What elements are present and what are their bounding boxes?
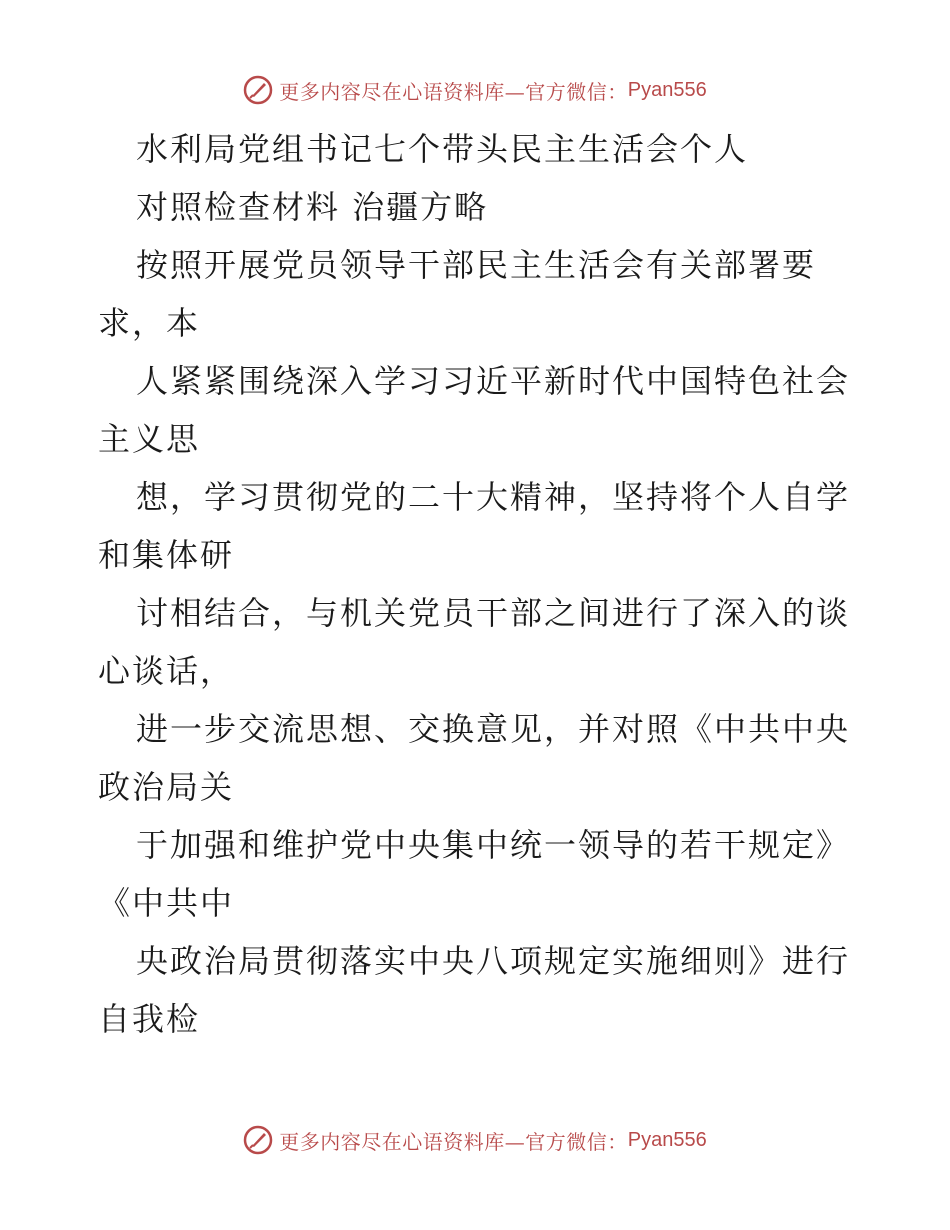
paragraph-line: 按照开展党员领导干部民主生活会有关部署要 xyxy=(136,246,817,284)
paragraph-line: 和集体研 xyxy=(98,536,235,574)
banner-wechat-id: Pyan556 xyxy=(627,1128,707,1151)
paragraph-line: 想，学习贯彻党的二十大精神，坚持将个人自学 xyxy=(136,478,851,516)
paragraph-line: 自我检 xyxy=(98,1000,201,1038)
title-line-2: 对照检查材料 治疆方略 xyxy=(136,188,489,226)
header-banner xyxy=(0,70,950,110)
document-body xyxy=(98,120,858,1048)
banner-text: 更多内容尽在心语资料库—官方微信： xyxy=(279,79,628,104)
banner-wechat-id: Pyan556 xyxy=(627,78,707,101)
paragraph-line: 政治局关 xyxy=(98,768,235,806)
quill-logo-icon xyxy=(243,75,273,105)
footer-banner xyxy=(0,1120,950,1160)
paragraph-line: 主义思 xyxy=(98,420,201,458)
paragraph-line: 央政治局贯彻落实中央八项规定实施细则》进行 xyxy=(136,942,851,980)
quill-logo-icon xyxy=(243,1125,273,1155)
paragraph-line: 人紧紧围绕深入学习习近平新时代中国特色社会 xyxy=(136,362,851,400)
paragraph-line: 心谈话， xyxy=(98,652,235,690)
banner-text: 更多内容尽在心语资料库—官方微信： xyxy=(279,1129,628,1154)
title-line-1: 水利局党组书记七个带头民主生活会个人 xyxy=(136,130,749,168)
paragraph-line: 于加强和维护党中央集中统一领导的若干规定》 xyxy=(136,826,851,864)
paragraph-line: 求，本 xyxy=(98,304,201,342)
paragraph-line: 《中共中 xyxy=(98,884,235,922)
paragraph-line: 讨相结合，与机关党员干部之间进行了深入的谈 xyxy=(136,594,851,632)
paragraph-line: 进一步交流思想、交换意见，并对照《中共中央 xyxy=(136,710,851,748)
